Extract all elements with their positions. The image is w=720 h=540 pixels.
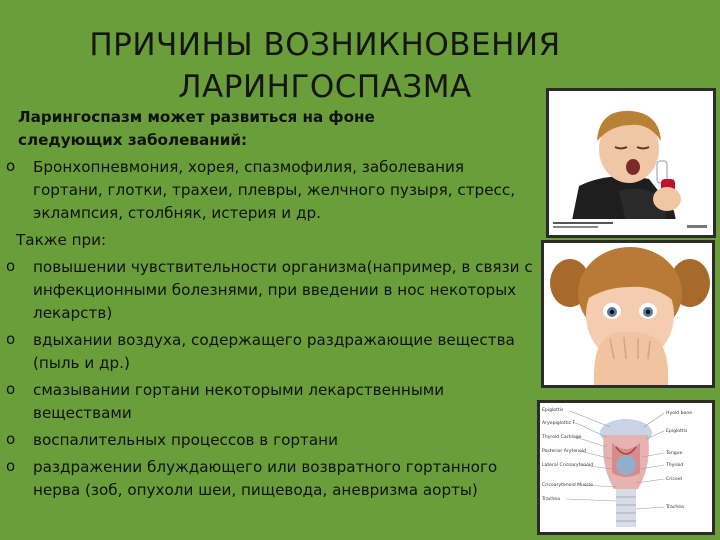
svg-text:Trachea: Trachea: [666, 505, 684, 510]
list-item: [6, 329, 536, 375]
title-line-2: ЛАРИНГОСПАЗМА: [178, 69, 472, 105]
svg-text:Lateral Cricoarytenoid: Lateral Cricoarytenoid: [542, 463, 594, 468]
svg-text:Thyroid Cartilage: Thyroid Cartilage: [542, 435, 582, 440]
bullet-icon: o: [6, 380, 16, 398]
list-item-text: воспалительных процессов в гортани: [33, 431, 338, 449]
list-item-text: Бронхопневмония, хорея, спазмофилия, заболевания гортани, глотки, трахеи, плевры, желчного пузыря, стресс, эклампсия, столбняк, истерия и др.: [33, 158, 516, 222]
svg-text:Posterior Arytenoid: Posterior Arytenoid: [542, 449, 587, 454]
svg-text:Tongue: Tongue: [666, 451, 683, 456]
svg-text:Thyroid: Thyroid: [666, 463, 684, 468]
list-item: [6, 456, 536, 502]
larynx-anatomy-diagram: [537, 400, 715, 535]
svg-text:Epiglottis: Epiglottis: [542, 408, 564, 413]
larynx-anatomy-icon: [540, 403, 712, 532]
bullet-icon: o: [6, 430, 16, 448]
intro-line-1: Ларингоспазм может развиться на фоне: [18, 108, 375, 126]
svg-text:Trachea: Trachea: [542, 497, 560, 502]
svg-text:Cricoarytenoid Muscle: Cricoarytenoid Muscle: [542, 483, 594, 488]
intro-line-2: следующих заболеваний:: [18, 131, 248, 149]
svg-text:Hyoid bone: Hyoid bone: [666, 411, 693, 416]
list-item: [6, 379, 536, 425]
list-item-text: смазывании гортани некоторыми лекарственными веществами: [33, 381, 445, 422]
bullet-icon: o: [6, 457, 16, 475]
svg-text:Aryepiglottic F.: Aryepiglottic F.: [542, 421, 576, 426]
bullet-icon: o: [6, 257, 16, 275]
girl-covering-mouth-photo: [541, 240, 715, 388]
content-body: [6, 106, 536, 506]
boy-with-inhaler-photo: [546, 88, 716, 238]
list-item: [6, 256, 536, 325]
svg-text:Epiglottis: Epiglottis: [666, 429, 688, 434]
title-line-1: ПРИЧИНЫ ВОЗНИКНОВЕНИЯ: [89, 27, 561, 63]
list-item: [6, 429, 536, 452]
list-item-text: повышении чувствительности организма(например, в связи с инфекционными болезнями, при введении в нос некоторых лекарств): [33, 258, 533, 322]
list-item: [6, 156, 536, 225]
girl-covering-mouth-icon: [544, 243, 712, 385]
svg-text:Cricoid: Cricoid: [666, 477, 682, 482]
bullet-icon: o: [6, 157, 16, 175]
list-item-text: раздражении блуждающего или возвратного гортанного нерва (зоб, опухоли шеи, пищевода, аневризма аорты): [33, 458, 498, 499]
intro-text: [6, 106, 536, 152]
bullet-icon: o: [6, 330, 16, 348]
boy-with-inhaler-icon: [549, 91, 713, 235]
conditions-list: [6, 256, 536, 502]
disease-list: [6, 156, 536, 225]
list-item-text: вдыхании воздуха, содержащего раздражающие вещества (пыль и др.): [33, 331, 515, 372]
also-label: Также при:: [16, 231, 107, 249]
